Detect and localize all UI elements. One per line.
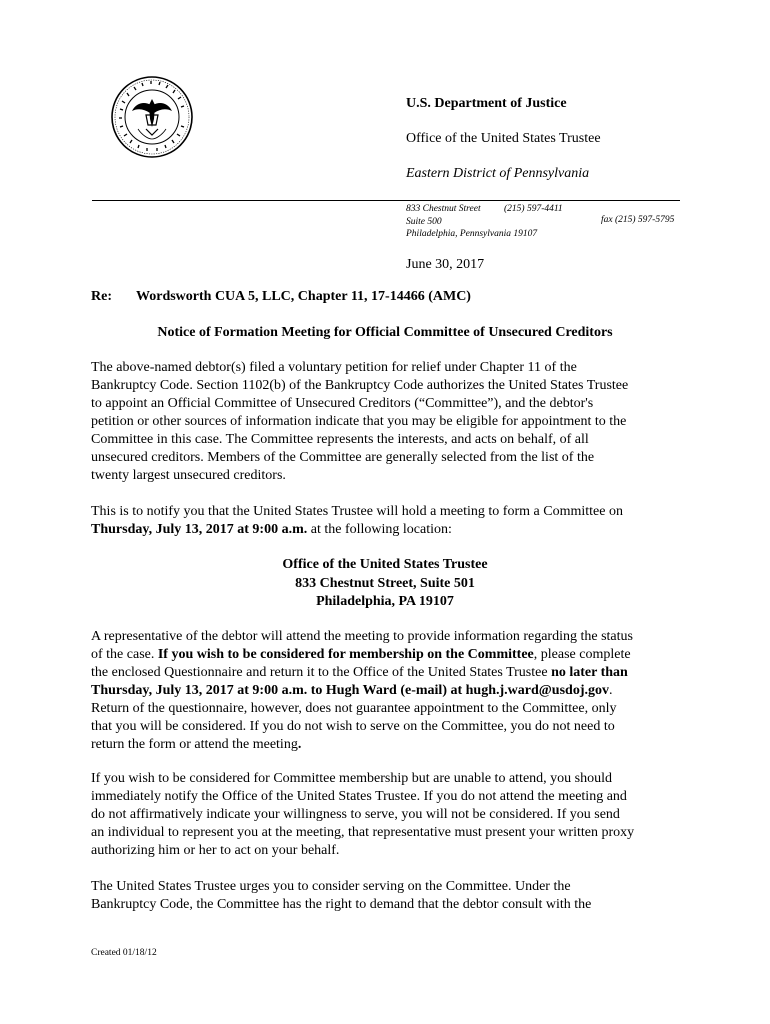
- text-line: Bankruptcy Code, the Committee has the right to demand that the debtor consult with the: [91, 897, 592, 912]
- agency-block: [406, 96, 601, 181]
- text-line: Bankruptcy Code. Section 1102(b) of the Bankruptcy Code authorizes the United States Trustee: [91, 378, 629, 393]
- footer-created: Created 01/18/12: [91, 948, 157, 958]
- paragraph-3: [91, 628, 691, 754]
- text-line: authorizing him or her to act on your behalf.: [91, 843, 340, 858]
- text-line: immediately notify the Office of the United States Trustee. If you do not attend the meeting and: [91, 789, 627, 804]
- paragraph-4: [91, 770, 691, 860]
- text-line: unsecured creditors. Members of the Committee are generally selected from the list of the: [91, 450, 595, 465]
- deadline-emphasis: no later than: [551, 665, 628, 680]
- deadline-contact: Thursday, July 13, 2017 at 9:00 a.m. to Hugh Ward (e-mail) at hugh.j.ward@usdoj.gov: [91, 683, 609, 698]
- text-line: Committee in this case. The Committee represents the interests, and acts on behalf, of all: [91, 432, 589, 447]
- text-fragment: the enclosed Questionnaire and return it to the Office of the United States Trustee: [91, 665, 552, 680]
- text-line: The above-named debtor(s) filed a voluntary petition for relief under Chapter 11 of the: [91, 360, 577, 375]
- doj-seal-icon: [110, 75, 194, 159]
- text-line: to appoint an Official Committee of Unsecured Creditors (“Committee”), and the debtor's: [91, 396, 594, 411]
- text-line: [91, 521, 691, 539]
- phone-number: (215) 597-4411: [504, 204, 563, 214]
- agency-name: U.S. Department of Justice: [406, 96, 567, 111]
- header-rule: [92, 200, 680, 201]
- text-line: The United States Trustee urges you to consider serving on the Committee. Under the: [91, 879, 571, 894]
- text-fragment: of the case.: [91, 647, 158, 662]
- text-line: that you will be considered. If you do not wish to serve on the Committee, you do not need to: [91, 719, 615, 734]
- text-line: twenty largest unsecured creditors.: [91, 468, 286, 483]
- paragraph-1: [91, 359, 691, 485]
- text-line: Return of the questionnaire, however, does not guarantee appointment to the Committee, only: [91, 701, 617, 716]
- address-city: Philadelphia, Pennsylvania 19107: [406, 229, 538, 239]
- text-line: do not affirmatively indicate your willingness to serve, you will not be considered. If you send: [91, 807, 620, 822]
- address-suite: Suite 500: [406, 216, 442, 227]
- case-reference: Wordsworth CUA 5, LLC, Chapter 11, 17-14466 (AMC): [136, 289, 471, 304]
- letter-date: June 30, 2017: [406, 257, 485, 272]
- location-line: Philadelphia, PA 19107: [316, 594, 454, 609]
- text-line: [91, 736, 691, 754]
- address-block: [406, 203, 563, 241]
- text-line: This is to notify you that the United States Trustee will hold a meeting to form a Committee on: [91, 504, 623, 519]
- fax-number: fax (215) 597-5795: [601, 215, 675, 225]
- district-name: Eastern District of Pennsylvania: [406, 166, 590, 181]
- address-street: 833 Chestnut Street: [406, 204, 481, 214]
- text-line: A representative of the debtor will attend the meeting to provide information regarding the status: [91, 629, 633, 644]
- text-fragment: .: [609, 683, 613, 698]
- meeting-datetime: Thursday, July 13, 2017 at 9:00 a.m.: [91, 522, 308, 537]
- text-fragment: return the form or attend the meeting: [91, 737, 298, 752]
- paragraph-5: [91, 878, 691, 914]
- text-line: petition or other sources of information indicate that you may be eligible for appointment to the: [91, 414, 627, 429]
- text-fragment: , please complete: [533, 647, 631, 662]
- membership-emphasis: If you wish to be considered for membership on the Committee: [157, 647, 534, 662]
- text-line: [91, 646, 691, 664]
- text-line: [91, 664, 691, 682]
- location-line: 833 Chestnut Street, Suite 501: [295, 575, 475, 591]
- office-name: Office of the United States Trustee: [406, 131, 601, 146]
- text-line: [91, 682, 691, 700]
- text-line: an individual to represent you at the meeting, that representative must present your written proxy: [91, 825, 635, 840]
- text-line: If you wish to be considered for Committee membership but are unable to attend, you should: [91, 771, 612, 786]
- location-line: Office of the United States Trustee: [282, 557, 488, 572]
- re-label: Re:: [91, 289, 112, 304]
- notice-title: Notice of Formation Meeting for Official Committee of Unsecured Creditors: [157, 325, 613, 340]
- meeting-location: [0, 556, 770, 612]
- paragraph-2: [91, 503, 691, 539]
- text-fragment: at the following location:: [307, 522, 452, 537]
- text-fragment: .: [297, 737, 302, 752]
